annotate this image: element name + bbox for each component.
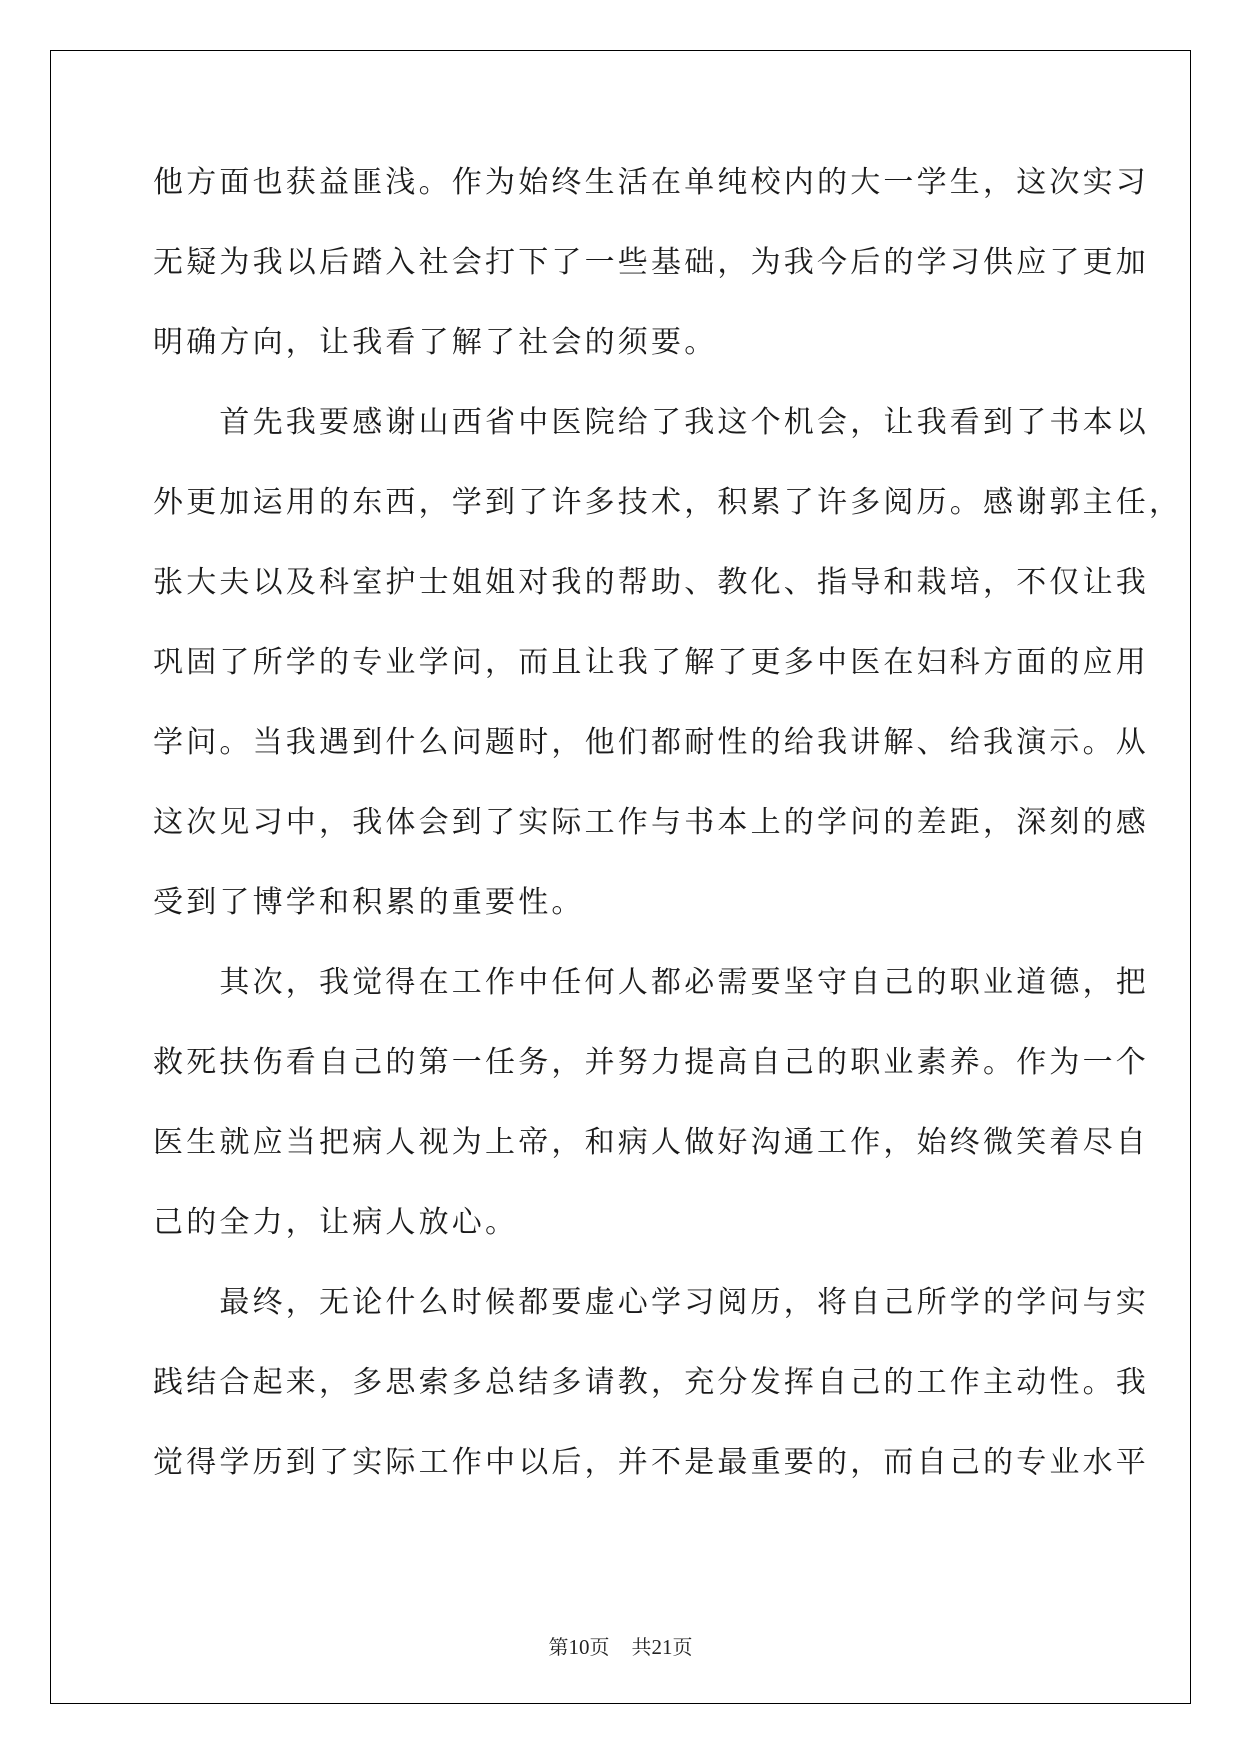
text-line: 己的全力，让病人放心。 <box>153 1205 519 1240</box>
text-line: 明确方向，让我看了解了社会的须要。 <box>153 325 718 360</box>
text-line: 医生就应当把病人视为上帝，和病人做好沟通工作，始终微笑着尽自 <box>153 1125 1149 1160</box>
text-line: 践结合起来，多思索多总结多请教，充分发挥自己的工作主动性。我 <box>153 1365 1149 1400</box>
text-line: 外更加运用的东西，学到了许多技术，积累了许多阅历。感谢郭主任， <box>153 485 1183 520</box>
page-suffix: 页 <box>589 1637 610 1659</box>
text-line: 其次，我觉得在工作中任何人都必需要坚守自己的职业道德，把 <box>153 965 1149 1000</box>
text-line: 学问。当我遇到什么问题时，他们都耐性的给我讲解、给我演示。从 <box>153 725 1149 760</box>
page-prefix: 第 <box>548 1637 569 1659</box>
total-pages: 21 <box>651 1635 673 1659</box>
text-line: 救死扶伤看自己的第一任务，并努力提高自己的职业素养。作为一个 <box>153 1045 1149 1080</box>
total-prefix: 共 <box>631 1637 652 1659</box>
text-line: 觉得学历到了实际工作中以后，并不是最重要的，而自己的专业水平 <box>153 1445 1149 1480</box>
text-line: 首先我要感谢山西省中医院给了我这个机会，让我看到了书本以 <box>153 405 1149 440</box>
text-line: 受到了博学和积累的重要性。 <box>153 885 585 920</box>
text-line: 巩固了所学的专业学问，而且让我了解了更多中医在妇科方面的应用 <box>153 645 1149 680</box>
text-line: 最终，无论什么时候都要虚心学习阅历，将自己所学的学问与实 <box>153 1285 1149 1320</box>
page-number: 10 <box>568 1635 590 1659</box>
total-suffix: 页 <box>672 1637 693 1659</box>
text-line: 这次见习中，我体会到了实际工作与书本上的学问的差距，深刻的感 <box>153 805 1149 840</box>
text-line: 无疑为我以后踏入社会打下了一些基础，为我今后的学习供应了更加 <box>153 245 1149 280</box>
page-footer <box>0 1634 1241 1661</box>
text-line: 张大夫以及科室护士姐姐对我的帮助、教化、指导和栽培，不仅让我 <box>153 565 1149 600</box>
text-line: 他方面也获益匪浅。作为始终生活在单纯校内的大一学生，这次实习 <box>153 165 1149 200</box>
